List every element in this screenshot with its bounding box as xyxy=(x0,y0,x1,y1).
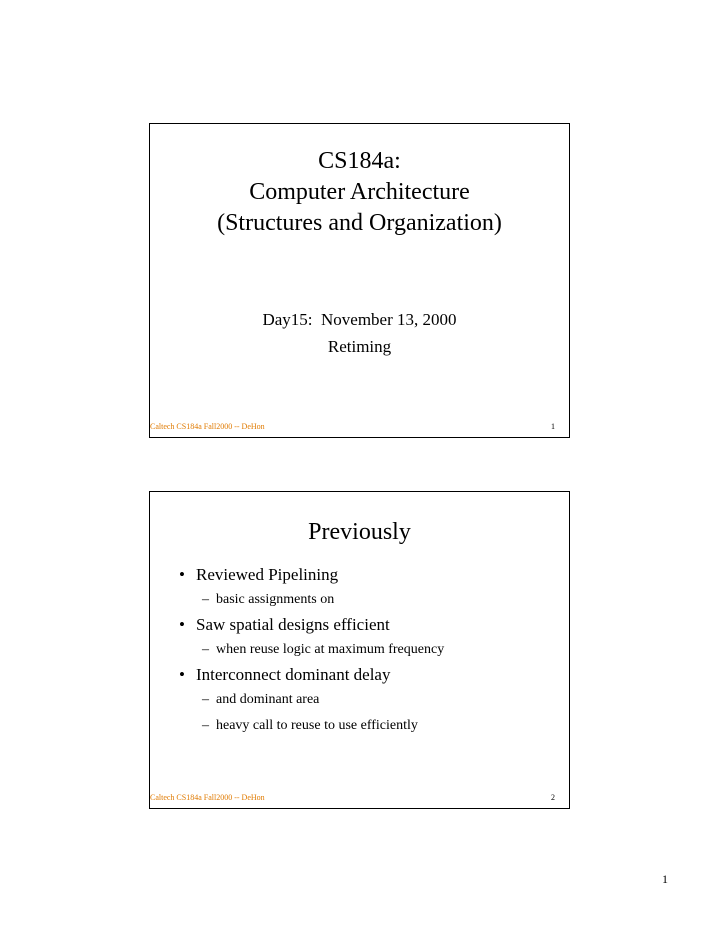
sub-bullet-item xyxy=(176,713,559,739)
sub-bullet-text: basic assignments on xyxy=(216,592,335,607)
bullet-text: Reviewed Pipelining xyxy=(196,565,339,584)
slide-1-title-line-2: Computer Architecture xyxy=(249,179,470,205)
slide-2-title: Previously xyxy=(308,519,411,545)
slide-2-footer: Caltech CS184a Fall2000 -- DeHon xyxy=(150,793,265,802)
sub-bullet-text: heavy call to reuse to use efficiently xyxy=(216,718,418,733)
slide-2 xyxy=(149,491,570,809)
sub-bullet-item xyxy=(176,637,559,663)
bullet-icon: • xyxy=(179,565,185,584)
slide-1-title xyxy=(150,146,569,239)
bullet-text: Interconnect dominant delay xyxy=(196,665,391,684)
sub-bullet-item xyxy=(176,587,559,613)
slide-1-date: Day15: November 13, 2000 xyxy=(262,310,457,329)
slide-1-subtitle xyxy=(150,306,569,360)
slide-1-number: 1 xyxy=(551,422,555,431)
bullet-item xyxy=(176,613,559,637)
bullet-icon: • xyxy=(179,665,185,684)
slide-1-topic: Retiming xyxy=(327,337,392,356)
dash-icon: – xyxy=(202,642,209,657)
dash-icon: – xyxy=(202,692,209,707)
bullet-item xyxy=(176,563,559,587)
bullet-item xyxy=(176,663,559,687)
slide-1 xyxy=(149,123,570,438)
page-number: 1 xyxy=(662,872,668,886)
slide-1-title-line-3: (Structures and Organization) xyxy=(217,210,502,236)
slide-2-number: 2 xyxy=(551,793,555,802)
dash-icon: – xyxy=(202,718,209,733)
sub-bullet-text: when reuse logic at maximum frequency xyxy=(216,642,445,657)
slide-1-footer: Caltech CS184a Fall2000 -- DeHon xyxy=(150,422,265,431)
slide-2-bullet-list xyxy=(176,563,559,739)
sub-bullet-item xyxy=(176,687,559,713)
bullet-icon: • xyxy=(179,615,185,634)
sub-bullet-text: and dominant area xyxy=(216,692,320,707)
dash-icon: – xyxy=(202,592,209,607)
slide-1-title-line-1: CS184a: xyxy=(318,148,401,174)
bullet-text: Saw spatial designs efficient xyxy=(196,615,390,634)
